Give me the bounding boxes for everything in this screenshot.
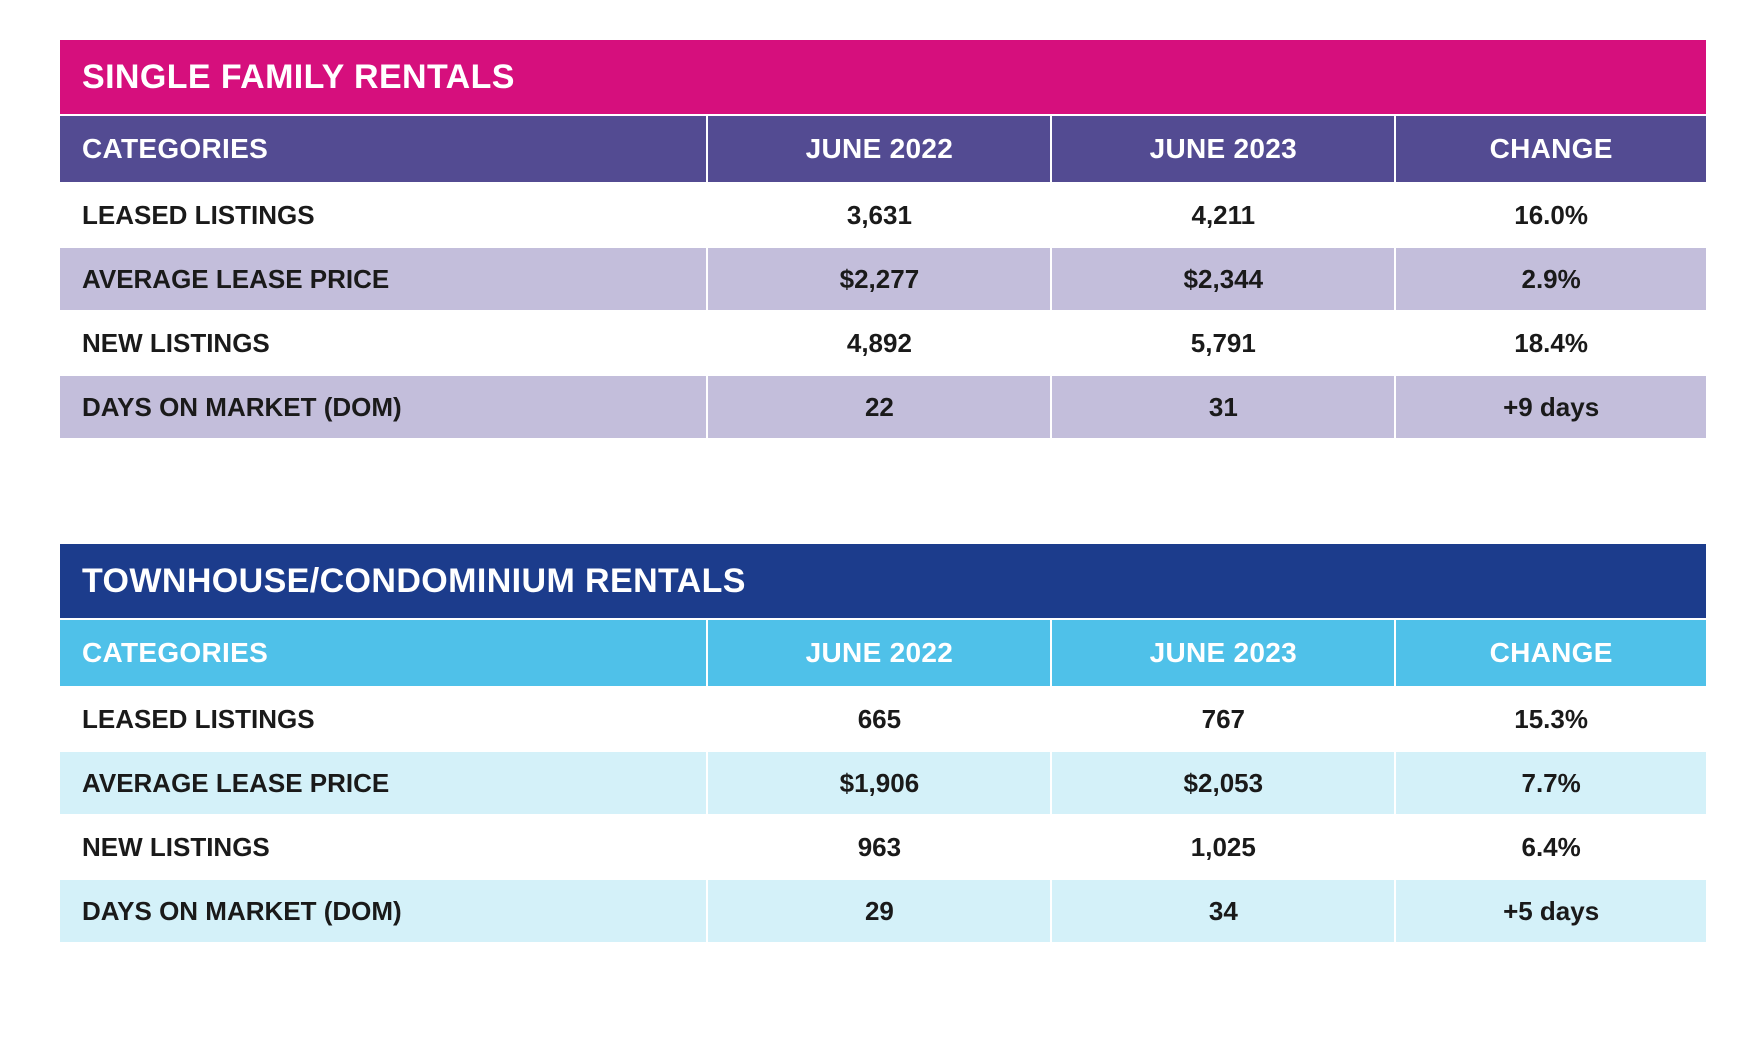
cell-june-2022: $2,277 [707,247,1051,311]
table-title-row [59,543,1707,619]
single-family-rentals-table [58,38,1708,440]
column-header-categories: CATEGORIES [59,619,707,687]
single-family-rentals-block [58,38,1708,440]
cell-june-2023: 767 [1051,687,1395,751]
cell-june-2023: 34 [1051,879,1395,943]
row-label: DAYS ON MARKET (DOM) [59,879,707,943]
cell-june-2023: $2,344 [1051,247,1395,311]
single-family-title: SINGLE FAMILY RENTALS [59,39,1707,115]
column-header-june-2022: JUNE 2022 [707,619,1051,687]
cell-change: 6.4% [1395,815,1707,879]
cell-june-2023: 31 [1051,375,1395,439]
cell-june-2023: 1,025 [1051,815,1395,879]
table-row [59,815,1707,879]
table-row [59,183,1707,247]
row-label: LEASED LISTINGS [59,687,707,751]
row-label: AVERAGE LEASE PRICE [59,247,707,311]
cell-june-2023: $2,053 [1051,751,1395,815]
column-header-june-2023: JUNE 2023 [1051,115,1395,183]
cell-june-2022: 4,892 [707,311,1051,375]
row-label: AVERAGE LEASE PRICE [59,751,707,815]
cell-june-2022: 22 [707,375,1051,439]
cell-june-2023: 5,791 [1051,311,1395,375]
table-row [59,751,1707,815]
column-header-june-2023: JUNE 2023 [1051,619,1395,687]
cell-june-2023: 4,211 [1051,183,1395,247]
row-label: NEW LISTINGS [59,815,707,879]
cell-june-2022: 3,631 [707,183,1051,247]
cell-change: 16.0% [1395,183,1707,247]
cell-june-2022: 963 [707,815,1051,879]
cell-june-2022: $1,906 [707,751,1051,815]
column-header-change: CHANGE [1395,619,1707,687]
column-header-categories: CATEGORIES [59,115,707,183]
table-row [59,247,1707,311]
row-label: NEW LISTINGS [59,311,707,375]
cell-change: 18.4% [1395,311,1707,375]
townhouse-condominium-title: TOWNHOUSE/CONDOMINIUM RENTALS [59,543,1707,619]
cell-june-2022: 665 [707,687,1051,751]
cell-change: +5 days [1395,879,1707,943]
row-label: LEASED LISTINGS [59,183,707,247]
table-row [59,879,1707,943]
table-title-row [59,39,1707,115]
table-header-row [59,619,1707,687]
cell-change: 2.9% [1395,247,1707,311]
table-row [59,687,1707,751]
townhouse-condominium-rentals-block [58,542,1708,944]
column-header-june-2022: JUNE 2022 [707,115,1051,183]
townhouse-condominium-rentals-table [58,542,1708,944]
cell-change: 7.7% [1395,751,1707,815]
table-header-row [59,115,1707,183]
row-label: DAYS ON MARKET (DOM) [59,375,707,439]
table-row [59,375,1707,439]
column-header-change: CHANGE [1395,115,1707,183]
cell-change: +9 days [1395,375,1707,439]
cell-change: 15.3% [1395,687,1707,751]
table-row [59,311,1707,375]
cell-june-2022: 29 [707,879,1051,943]
